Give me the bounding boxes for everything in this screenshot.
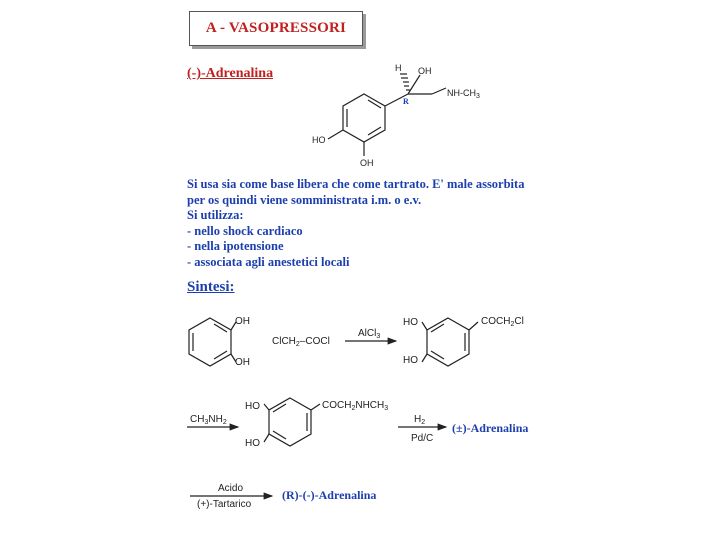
aminoketone-ring: [269, 398, 311, 446]
h-label: H: [395, 63, 402, 73]
adrenaline-structure: [328, 74, 446, 156]
description-line: - nello shock cardiaco: [187, 223, 303, 238]
benzene-ring: [343, 94, 385, 142]
nh-ch3-label: $NH-CH_3$: [447, 88, 480, 100]
synthesis-heading: Sintesi:: [187, 279, 235, 295]
catechol-structure: [189, 318, 236, 366]
oh-bottom-label: OH: [360, 158, 374, 168]
racemic-adrenaline: (±)-Adrenalina: [452, 421, 529, 435]
alcl3-label: AlCl$_3$: [358, 328, 381, 340]
acid-label: Acido: [218, 483, 244, 494]
catechol-oh-bottom: OH: [235, 357, 250, 368]
product1-substituent: $COCH_2Cl$: [481, 316, 524, 328]
ho-left-label: HO: [312, 135, 326, 145]
aminoketone-ho-top: HO: [245, 401, 260, 412]
chloroacetyl-chloride: ClCH$_2$–COCl: [272, 336, 330, 348]
stereo-r-label: R: [403, 97, 409, 106]
description-line: - nella ipotensione: [187, 239, 284, 254]
tartaric-label: (+)-Tartarico: [197, 499, 252, 510]
product1-ho-bottom: HO: [403, 355, 418, 366]
description-line: - associata agli anestetici locali: [187, 254, 350, 269]
chloroacetyl-catechol-structure: [422, 318, 478, 366]
aminoketone-structure: [264, 398, 320, 446]
compound-name: (-)-Adrenalina: [187, 66, 274, 81]
description-line: Si utilizza:: [187, 208, 244, 223]
methylamine-label: $CH_3NH_2$: [190, 414, 227, 426]
oh-label: OH: [418, 66, 432, 76]
catechol-oh-top: OH: [235, 316, 250, 327]
page-title: A - VASOPRESSORI: [205, 20, 347, 36]
product1-ho-top: HO: [403, 317, 418, 328]
product1-ring: [427, 318, 469, 366]
r-adrenaline: (R)-(-)-Adrenalina: [282, 488, 377, 502]
h2-label: $H_2$: [414, 414, 426, 426]
description-line: per os quindi viene somministrata i.m. o e.v.: [187, 192, 422, 207]
aminoketone-ho-bottom: HO: [245, 438, 260, 449]
catechol-ring: [189, 318, 231, 366]
description-line: Si usa sia come base libera che come tartrato. E' male assorbita: [187, 177, 525, 191]
pdc-label: Pd/C: [411, 433, 434, 444]
aminoketone-substituent: $COCH_2NHCH_3$: [322, 400, 389, 412]
